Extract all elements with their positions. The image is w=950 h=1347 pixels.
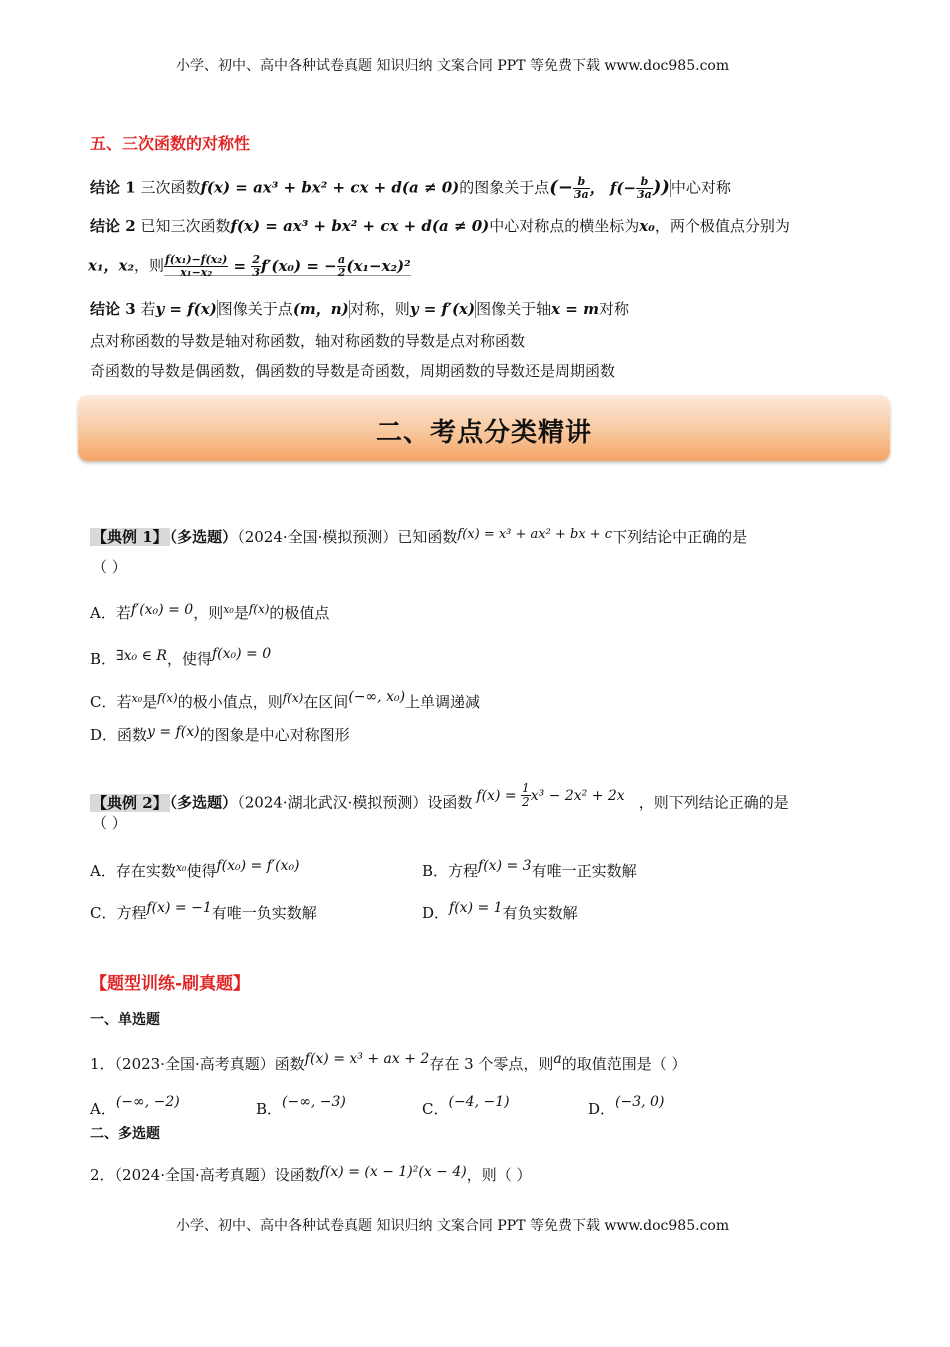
conclusion-3: 结论 3 若y = f(x)图像关于点(m，n)对称，则y = f′(x)图像关于轴x = m对称: [90, 300, 629, 318]
math-formula: f(x) = x³ + ax² + bx + c: [457, 527, 613, 542]
math-x1x2: x₁，x₂: [88, 256, 135, 275]
training-title: 【题型训练-刷真题】: [90, 974, 251, 994]
math-equation: $\frac{\text{f(x₁)−f(x₂)}}{\text{x₁−x₂}}$ = $\frac{2}{3}$ f′(x₀) = − $\frac{a}{2}$ (x₁−x₂)²: [165, 253, 411, 280]
math-x0: x₀: [639, 217, 655, 235]
conclusion-label: 结论 3: [90, 300, 136, 318]
example-2-stem: 【典例 2】 （多选题）（2024·湖北武汉·模拟预测）设函数 f(x) = $\frac{1}{2}$ x³ − 2x² + 2x ，则下列结论正确的是: [92, 781, 789, 812]
math-formula: f(x) = ax³ + bx² + cx + d(a ≠ 0): [200, 178, 460, 197]
option-a: A．存在实数$^{x_0}$使得f(x₀) = f′(x₀): [90, 858, 300, 880]
option-a: A．若f′(x₀) = 0，则$^{x_0}$是$^{f(x)}$的极值点: [90, 602, 330, 622]
q1-option-a: A．(−∞, −2): [90, 1094, 180, 1118]
subsection-multi: 二、多选题: [90, 1126, 160, 1142]
option-c: C．若$^{x_0}$是$^{f(x)}$的极小值点，则$^{f(x)}$在区间(−∞, x₀)上单调递减: [90, 689, 481, 711]
example-tag: 【典例 2】: [92, 793, 168, 812]
conclusion-label: 结论 2: [90, 217, 136, 235]
q1-option-d: D．(−3, 0): [588, 1094, 665, 1118]
question-2: 2．（2024·全国·高考真题）设函数f(x) = (x − 1)²(x − 4)，则（ ）: [90, 1164, 532, 1184]
q1-option-c: C．(−4, −1): [422, 1094, 510, 1118]
page-footer: 小学、初中、高中各种试卷真题 知识归纳 文案合同 PPT 等免费下载 www.doc985.com: [176, 1218, 730, 1234]
option-d: D．函数y = f(x)的图象是中心对称图形: [90, 724, 350, 744]
page-header: 小学、初中、高中各种试卷真题 知识归纳 文案合同 PPT 等免费下载 www.doc985.com: [176, 58, 730, 74]
answer-paren: （ ）: [92, 558, 127, 576]
option-b: B．∃x₀ ∈ R，使得f(x₀) = 0: [90, 646, 272, 668]
text-line: 点对称函数的导数是轴对称函数，轴对称函数的导数是点对称函数: [90, 332, 526, 350]
math-formula: f(x) = ax³ + bx² + cx + d(a ≠ 0): [230, 217, 490, 235]
banner-title: 二、考点分类精讲: [375, 418, 592, 448]
subsection-single: 一、单选题: [90, 1012, 160, 1028]
option-b: B．方程f(x) = 3有唯一正实数解: [422, 858, 637, 880]
option-c: C．方程f(x) = −1有唯一负实数解: [90, 900, 317, 922]
question-1: 1．（2023·全国·高考真题）函数f(x) = x³ + ax + 2存在 3 个零点，则a的取值范围是（ ）: [90, 1051, 687, 1073]
answer-paren: （ ）: [92, 814, 127, 832]
section-banner: [78, 395, 890, 461]
example-tag: 【典例 1】: [92, 528, 168, 546]
section-title: 五、三次函数的对称性: [90, 134, 251, 153]
math-point: (− $\frac{b}{3a}$ ， f(− $\frac{b}{3a}$ )): [549, 175, 670, 202]
example-1-stem: 【典例 1】 （多选题）（2024·全国·模拟预测）已知函数f(x) = x³ + ax² + bx + c下列结论中正确的是: [92, 527, 748, 546]
conclusion-1: 结论 1 三次函数f(x) = ax³ + bx² + cx + d(a ≠ 0)的图象关于点(− $\frac{b}{3a}$ ， f(− $\frac{b}{3a}$ ))中心对称: [90, 175, 731, 202]
conclusion-label: 结论 1: [90, 178, 136, 197]
option-d: D．f(x) = 1有负实数解: [422, 900, 578, 922]
q1-option-b: B．(−∞, −3): [256, 1094, 346, 1118]
conclusion-2-line2: x₁，x₂，则 $\frac{\text{f(x₁)−f(x₂)}}{\text{x₁−x₂}}$ = $\frac{2}{3}$ f′(x₀) = − $\frac{a}{2}$ (x₁−x₂)²: [88, 253, 411, 280]
conclusion-2-line1: 结论 2 已知三次函数f(x) = ax³ + bx² + cx + d(a ≠ 0)中心对称点的横坐标为x₀，两个极值点分别为: [90, 217, 790, 235]
text-line: 奇函数的导数是偶函数，偶函数的导数是奇函数，周期函数的导数还是周期函数: [90, 362, 616, 380]
math-formula: f(x) = $\frac{1}{2}$ x³ − 2x² + 2x: [476, 781, 625, 810]
